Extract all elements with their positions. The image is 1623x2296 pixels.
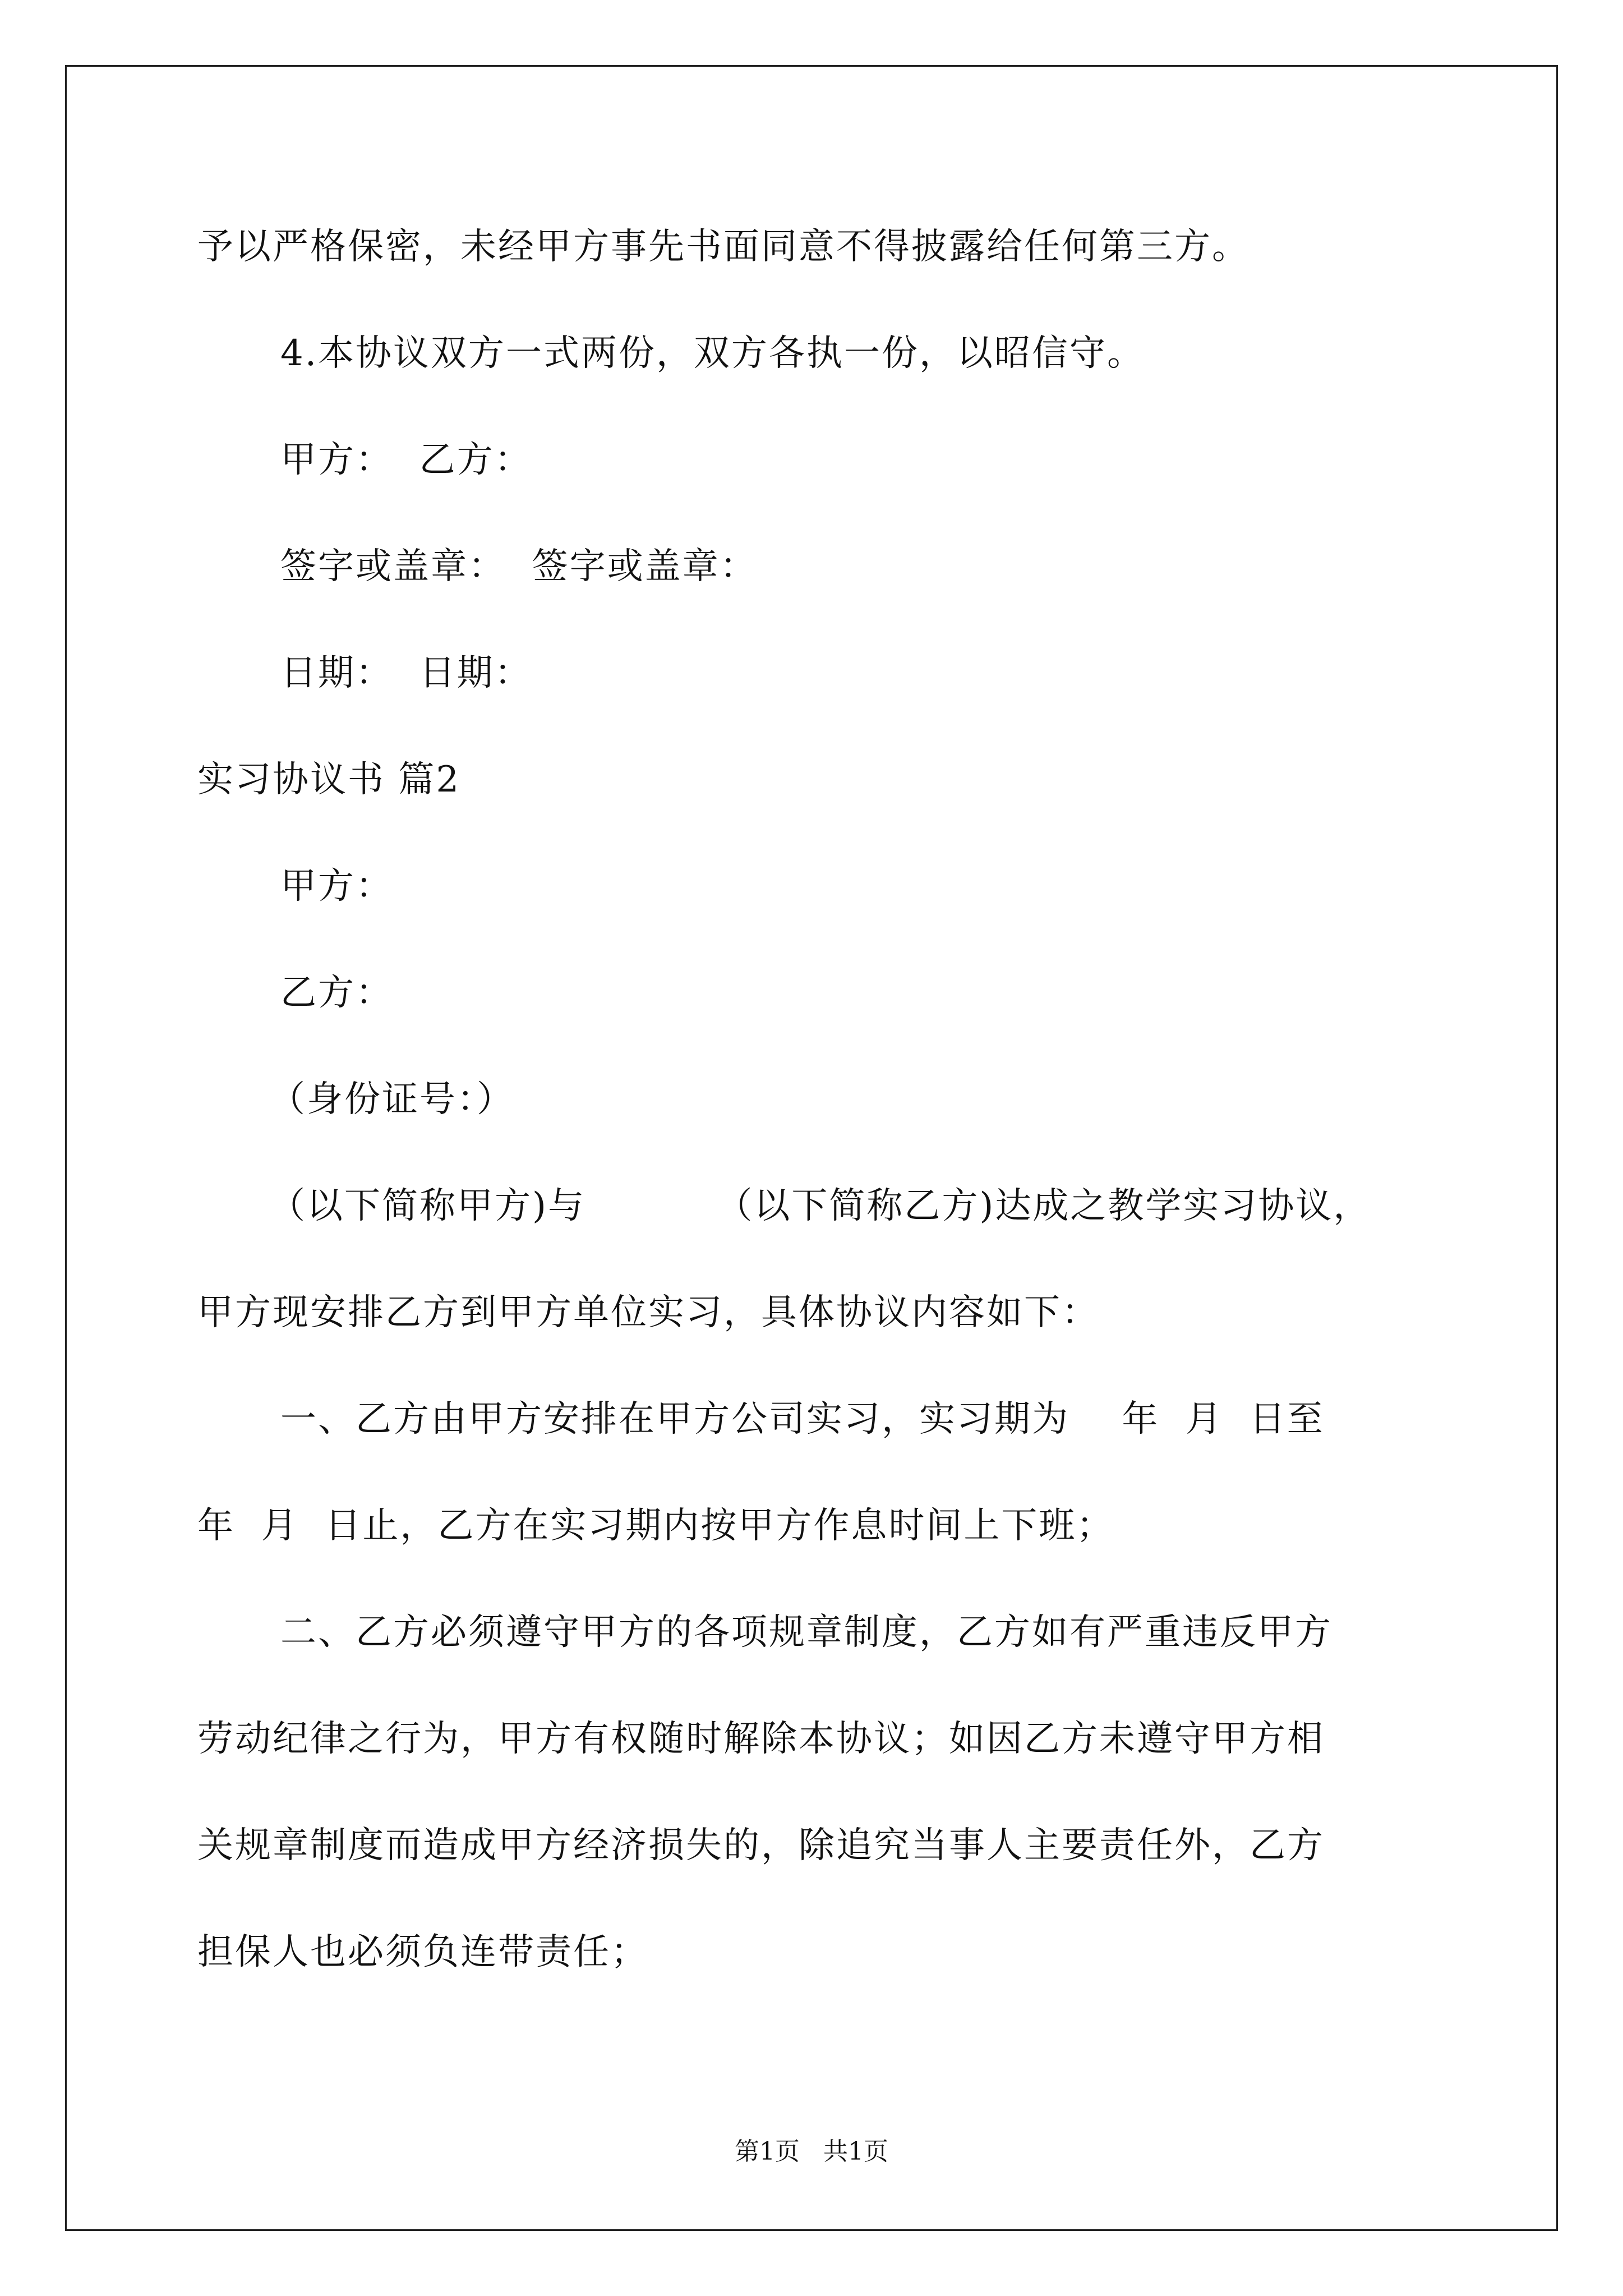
paragraph-line-arrangement: 甲方现安排乙方到甲方单位实习，具体协议内容如下： xyxy=(197,1292,1099,1333)
party-labels-line: 甲方： 乙方： xyxy=(280,439,532,481)
section-heading: 实习协议书 篇2 xyxy=(197,759,461,800)
paragraph-line-copies: 4.本协议双方一式两份，双方各执一份，以昭信守。 xyxy=(280,333,1145,374)
id-number-label: （身份证号：） xyxy=(269,1079,514,1120)
date-labels-line: 日期： 日期： xyxy=(280,652,532,694)
clause-two-line-3: 关规章制度而造成甲方经济损失的，除追究当事人主要责任外，乙方 xyxy=(197,1825,1325,1866)
paragraph-line-agreement: （以下简称甲方)与 （以下简称乙方)达成之教学实习协议， xyxy=(269,1185,1371,1227)
paragraph-line-confidentiality: 予以严格保密，未经甲方事先书面同意不得披露给任何第三方。 xyxy=(197,226,1249,268)
page-footer: 第1页 共1页 xyxy=(735,2137,888,2166)
clause-two-line-2: 劳动纪律之行为，甲方有权随时解除本协议；如因乙方未遵守甲方相 xyxy=(197,1718,1325,1760)
signature-labels-line: 签字或盖章： 签字或盖章： xyxy=(280,546,758,587)
clause-one-line-1: 一、乙方由甲方安排在甲方公司实习，实习期为 年 月 日至 xyxy=(280,1398,1325,1440)
party-b-label: 乙方： xyxy=(280,972,393,1014)
page-border xyxy=(65,65,1558,2231)
clause-two-line-4: 担保人也必须负连带责任； xyxy=(197,1931,648,1973)
clause-one-line-2: 年 月 日止，乙方在实习期内按甲方作息时间上下班； xyxy=(197,1505,1114,1547)
party-a-label: 甲方： xyxy=(280,866,393,907)
clause-two-line-1: 二、乙方必须遵守甲方的各项规章制度，乙方如有严重违反甲方 xyxy=(280,1612,1332,1653)
